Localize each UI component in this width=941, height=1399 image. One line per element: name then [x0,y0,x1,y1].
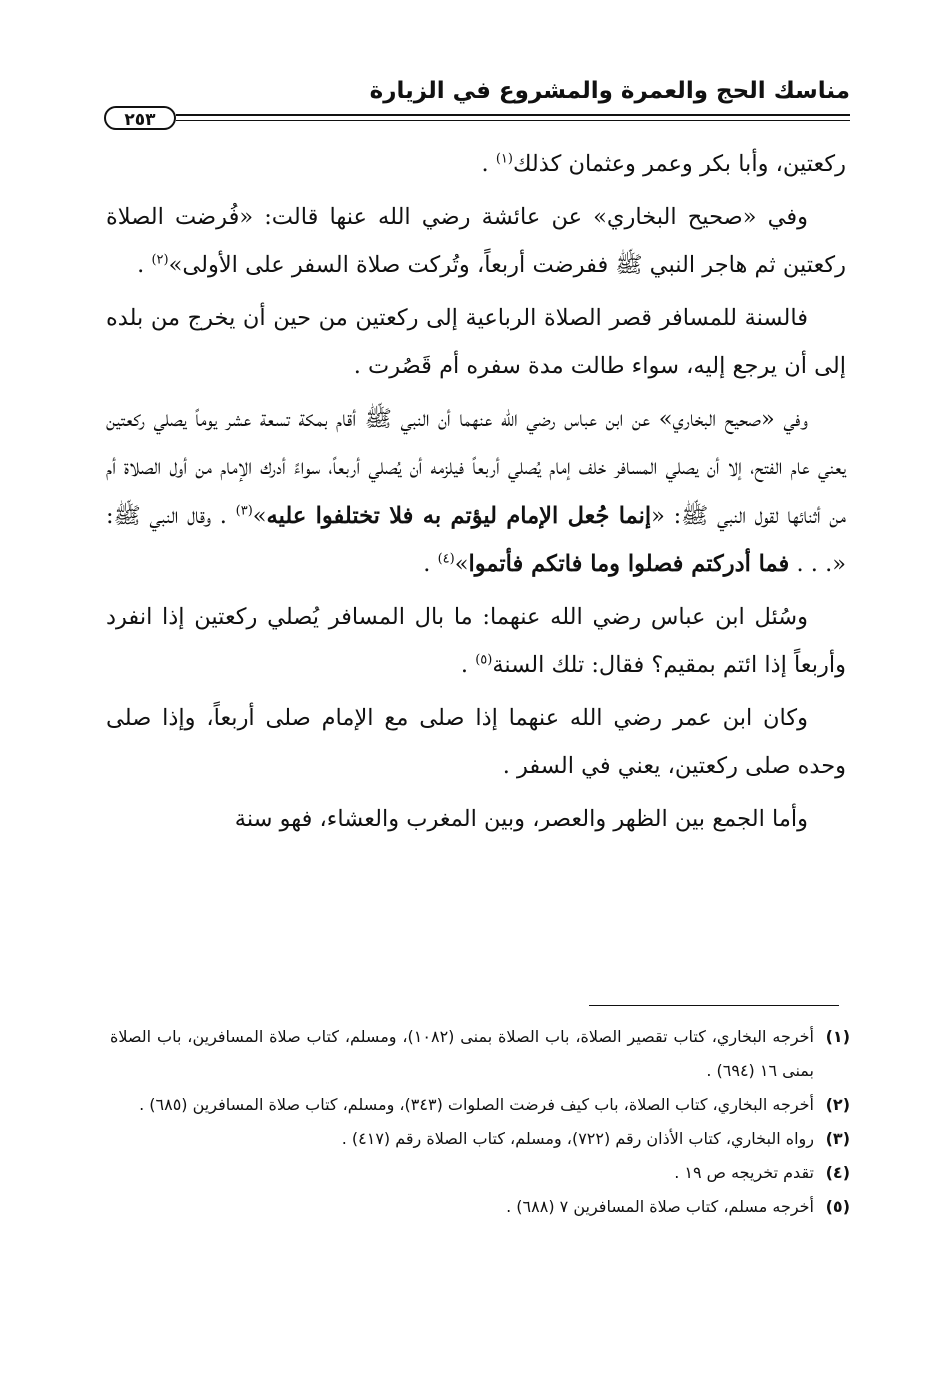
punctuation: . [423,551,438,577]
hadith-quote: فما أدركتم فصلوا وما فاتكم فأتموا [468,551,790,577]
footnote-ref: (٤) [437,551,455,567]
footnote-ref: (١) [495,151,513,167]
quote-close: » [454,551,469,577]
quote-close: » [252,502,267,529]
paragraph-text: وسُئل ابن عباس رضي الله عنهما: ما بال المسافر يُصلي ركعتين إذا انفرد وأربعاً إذا ائتم بمقيم؟ فقال: تلك السنة [106,603,846,678]
punctuation: . [137,252,152,278]
running-header [104,78,850,128]
footnote-text: أخرجه البخاري، كتاب تقصير الصلاة، باب الصلاة بمنى (١٠٨٢)، ومسلم، كتاب صلاة المسافرين، باب الصلاة بمنى ١٦ (٦٩٤) . [110,1027,814,1080]
footnote-number: (٥) [825,1197,850,1216]
paragraph-7 [106,795,846,844]
footnote-3 [110,1122,850,1156]
footnotes [110,1020,850,1224]
main-text [106,140,846,843]
paragraph-4 [106,395,846,589]
footnote-number: (١) [825,1027,850,1046]
footnote-ref: (٢) [151,252,169,268]
footnote-ref: (٣) [235,503,253,518]
punctuation: . [460,652,476,678]
footnote-ref: (٥) [475,652,493,668]
paragraph-1 [106,140,846,189]
footnote-number: (٤) [825,1163,850,1182]
footnote-text: رواه البخاري، كتاب الأذان رقم (٧٢٢)، ومسلم، كتاب الصلاة رقم (٤١٧) . [341,1129,814,1148]
paragraph-text: وفي «صحيح البخاري» عن عائشة رضي الله عنها قالت: «فُرضت الصلاة ركعتين ثم هاجر النبي ﷺ ففرضت أربعاً، وتُركت صلاة السفر على الأولى» [106,203,846,278]
running-title: مناسك الحج والعمرة والمشروع في الزيارة [369,78,850,104]
footnote-4 [110,1156,850,1190]
footnote-number: (٢) [825,1095,850,1114]
paragraph-text: وكان ابن عمر رضي الله عنهما إذا صلى مع الإمام صلى أربعاً، وإذا صلى وحده صلى ركعتين، يعني في السفر . [106,704,846,779]
paragraph-text: فالسنة للمسافر قصر الصلاة الرباعية إلى ركعتين من حين أن يخرج من بلده إلى أن يرجع إليه، سواء طالت مدة سفره أم قَصُرت . [106,304,846,379]
paragraph-text: . وقال النبي ﷺ: «. . . [106,502,846,577]
footnote-5 [110,1190,850,1224]
footnote-text: تقدم تخريجه ص ١٩ . [674,1163,814,1182]
paragraph-text: وأما الجمع بين الظهر والعصر، وبين المغرب والعشاء، فهو سنة [234,805,808,832]
punctuation: . [481,151,496,177]
footnote-text: أخرجه البخاري، كتاب الصلاة، باب كيف فرضت الصلوات (٣٤٣)، ومسلم، كتاب صلاة المسافرين (٦٨٥) . [139,1095,814,1114]
paragraph-text: وفي «صحيح البخاري» عن ابن عباس رضي الله عنهما أن النبي ﷺ أقام بمكة تسعة عشر يوماً يصلي ركعتين يعني عام الفتح، إلا أن يصلي المسافر خلف إمام يُصلي أربعاً فيلزمه أن يُصلي أربعاً، سواءً أدرك الإمام من أول الصلاة أم من أثنائها لقول النبي ﷺ: « [106,405,847,529]
paragraph-5 [106,593,846,690]
footnote-text: أخرجه مسلم، كتاب صلاة المسافرين ٧ (٦٨٨) . [506,1197,814,1216]
paragraph-2 [106,193,846,290]
hadith-quote: إنما جُعل الإمام ليؤتم به فلا تختلفوا عليه [266,502,652,529]
paragraph-6 [106,694,846,791]
paragraph-3 [106,294,846,391]
footnote-number: (٣) [825,1129,850,1148]
footnote-divider [589,1005,839,1006]
paragraph-text: ركعتين، وأبا بكر وعمر وعثمان كذلك [512,151,846,177]
footnote-2 [110,1088,850,1122]
header-rule-thin [176,120,850,121]
footnote-1 [110,1020,850,1088]
header-rule [176,114,850,116]
page-number: ٢٥٣ [104,106,176,130]
